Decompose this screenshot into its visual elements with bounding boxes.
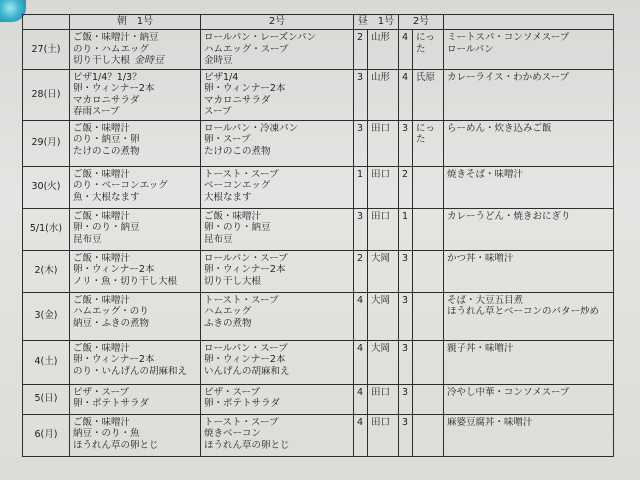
lunch-1-place: 大岡	[368, 340, 399, 384]
table-row	[23, 414, 614, 456]
date-cell: 29(月)	[23, 120, 70, 166]
breakfast-2-cell	[201, 30, 354, 70]
menu-line: ハムエッグ	[204, 306, 252, 317]
menu-line: ベーコンエッグ	[204, 180, 271, 191]
lunch-2-place	[413, 208, 444, 250]
menu-line: ご飯・味噌汁	[73, 342, 131, 354]
breakfast-2-cell	[201, 69, 354, 120]
menu-line: 卵・ポテトサラダ	[73, 398, 149, 409]
date-cell: 28(日)	[23, 69, 70, 120]
breakfast-2-cell	[201, 340, 354, 384]
menu-line: たけのこの煮物	[73, 145, 140, 157]
header-breakfast-2: 2号	[201, 15, 354, 30]
menu-text: 切り干し大根	[73, 55, 131, 66]
date-cell: 6(月)	[23, 414, 70, 456]
date-cell: 30(火)	[23, 166, 70, 208]
menu-line: 卵・ウィンナー2本	[204, 354, 286, 365]
menu-line: 卵・ポテトサラダ	[204, 398, 280, 409]
menu-line: 魚・大根なます	[73, 191, 140, 203]
menu-line: ご飯・味噌汁	[73, 294, 131, 306]
menu-line: ご飯・味噌汁	[73, 122, 131, 134]
menu-line: ご飯・味噌汁・納豆	[73, 32, 159, 43]
menu-line: ご飯・味噌汁	[73, 168, 131, 180]
date-cell: 3(金)	[23, 292, 70, 340]
menu-line: カレーうどん・焼きおにぎり	[447, 210, 571, 222]
header-dinner	[444, 15, 614, 30]
menu-line: ノリ・魚・切り干し大根	[73, 275, 178, 287]
menu-line: たけのこの煮物	[204, 145, 271, 157]
menu-line: ピザ1/4	[204, 71, 239, 83]
header-date	[23, 15, 70, 30]
lunch-1-place: 田口	[368, 208, 399, 250]
menu-line: スープ	[204, 106, 232, 117]
table-row	[23, 250, 614, 292]
menu-line: ご飯・味噌汁	[204, 210, 262, 222]
menu-line: 卵・ウィンナー2本	[73, 354, 155, 365]
menu-line: 麻婆豆腐丼・味噌汁	[447, 416, 533, 428]
table-row	[23, 30, 614, 70]
dinner-cell	[444, 120, 614, 166]
breakfast-1-cell	[70, 340, 201, 384]
menu-line: 冷やし中華・コンソメスープ	[447, 386, 570, 398]
menu-line: 焼きそば・味噌汁	[447, 168, 524, 180]
lunch-2-number: 4	[399, 69, 413, 120]
menu-line: ほうれん草の卵とじ	[73, 439, 159, 451]
menu-line: ピザ1/4？1/3？	[73, 71, 142, 83]
lunch-2-number: 3	[399, 414, 413, 456]
breakfast-1-cell	[70, 69, 201, 120]
menu-line: ご飯・味噌汁	[73, 210, 131, 222]
dinner-cell	[444, 30, 614, 70]
menu-line: 切り干し大根	[204, 275, 262, 287]
header-lunch-1: 昼 1号	[354, 15, 399, 30]
menu-line: らーめん・炊き込みご飯	[447, 122, 552, 134]
breakfast-2-cell	[201, 250, 354, 292]
table-row	[23, 208, 614, 250]
lunch-1-place: 山形	[368, 69, 399, 120]
lunch-2-place	[413, 384, 444, 414]
breakfast-1-cell	[70, 250, 201, 292]
dinner-cell	[444, 208, 614, 250]
menu-line: ハムエッグ・のり	[73, 306, 149, 317]
menu-line: ロールパン	[447, 43, 494, 55]
menu-line: ロールパン・冷凍パン	[204, 122, 299, 134]
menu-line: 昆布豆	[73, 233, 102, 245]
menu-line: 春雨スープ	[73, 106, 120, 117]
menu-line: いんげんの胡麻和え	[204, 365, 290, 377]
lunch-1-number: 3	[354, 69, 368, 120]
lunch-1-number: 4	[354, 292, 368, 340]
lunch-2-place	[413, 340, 444, 384]
menu-line: トースト・スープ	[204, 294, 279, 306]
menu-line: ふきの煮物	[204, 317, 252, 329]
breakfast-1-cell	[70, 292, 201, 340]
menu-line: ロールパン・スープ	[204, 342, 288, 354]
header-breakfast-1: 朝 1号	[70, 15, 201, 30]
menu-line: ロールパン・レーズンパン	[204, 32, 317, 43]
menu-line: 親子丼・味噌汁	[447, 342, 514, 354]
dinner-cell	[444, 166, 614, 208]
menu-line: ピザ・スープ	[204, 386, 261, 398]
breakfast-1-cell	[70, 30, 201, 70]
lunch-2-place	[413, 292, 444, 340]
menu-line: 卵・スープ	[204, 134, 251, 145]
lunch-2-number: 1	[399, 208, 413, 250]
menu-line: のり・いんげんの胡麻和え	[73, 365, 188, 377]
dinner-cell	[444, 292, 614, 340]
breakfast-2-cell	[201, 166, 354, 208]
meal-schedule-table	[22, 14, 614, 457]
lunch-1-place: 田口	[368, 120, 399, 166]
table-row	[23, 166, 614, 208]
date-cell: 4(土)	[23, 340, 70, 384]
lunch-2-number: 3	[399, 292, 413, 340]
lunch-1-place: 田口	[368, 414, 399, 456]
breakfast-2-cell	[201, 120, 354, 166]
menu-line: ハムエッグ・スープ	[204, 43, 289, 55]
lunch-2-place: にった	[413, 120, 444, 166]
menu-line: 昆布豆	[204, 233, 233, 245]
menu-line: マカロニサラダ	[204, 94, 271, 106]
menu-line: マカロニサラダ	[73, 94, 140, 106]
breakfast-2-cell	[201, 384, 354, 414]
lunch-1-number: 1	[354, 166, 368, 208]
breakfast-1-cell	[70, 120, 201, 166]
menu-line: 卵・ウィンナー2本	[73, 264, 155, 275]
date-cell: 5(日)	[23, 384, 70, 414]
table-row	[23, 69, 614, 120]
menu-line: 納豆・のり・魚	[73, 428, 140, 439]
handwritten-note: 金時豆	[134, 55, 165, 66]
lunch-2-place: 氏原	[413, 69, 444, 120]
lunch-1-number: 4	[354, 340, 368, 384]
lunch-2-number: 3	[399, 340, 413, 384]
menu-line: のり・ベーコンエッグ	[73, 180, 168, 191]
lunch-2-place	[413, 250, 444, 292]
table-row	[23, 340, 614, 384]
lunch-2-place	[413, 414, 444, 456]
menu-line: ほうれん草の卵とじ	[204, 439, 290, 451]
lunch-1-number: 4	[354, 414, 368, 456]
dinner-cell	[444, 384, 614, 414]
breakfast-1-cell	[70, 384, 201, 414]
menu-line: 納豆・ふきの煮物	[73, 317, 150, 329]
breakfast-1-cell	[70, 208, 201, 250]
lunch-1-place: 山形	[368, 30, 399, 70]
lunch-1-place: 大岡	[368, 292, 399, 340]
menu-line: 卵・ウィンナー2本	[204, 264, 286, 275]
lunch-2-place: にった	[413, 30, 444, 70]
lunch-2-number: 3	[399, 120, 413, 166]
breakfast-2-cell	[201, 208, 354, 250]
lunch-2-place	[413, 166, 444, 208]
menu-line: ミートスパ・コンソメスープ	[447, 32, 570, 43]
table-row	[23, 384, 614, 414]
lunch-1-place: 大岡	[368, 250, 399, 292]
menu-line: 卵・ウィンナー2本	[73, 83, 155, 94]
menu-line: トースト・スープ	[204, 168, 279, 180]
lunch-1-number: 4	[354, 384, 368, 414]
dinner-cell	[444, 250, 614, 292]
lunch-1-number: 2	[354, 30, 368, 70]
lunch-2-number: 2	[399, 166, 413, 208]
menu-line: ロールパン・スープ	[204, 252, 288, 264]
menu-line: 焼きベーコン	[204, 428, 262, 439]
lunch-1-place: 田口	[368, 166, 399, 208]
lunch-2-number: 4	[399, 30, 413, 70]
menu-line: かつ丼・味噌汁	[447, 252, 514, 264]
menu-line: 卵・のり・納豆	[204, 222, 271, 233]
date-cell: 27(土)	[23, 30, 70, 70]
menu-line: トースト・スープ	[204, 416, 279, 428]
table-row	[23, 292, 614, 340]
menu-line: のり・納豆・卵	[73, 134, 140, 145]
lunch-1-place: 田口	[368, 384, 399, 414]
breakfast-2-cell	[201, 414, 354, 456]
header-row	[23, 15, 614, 30]
date-cell: 5/1(水)	[23, 208, 70, 250]
menu-line: 卵・のり・納豆	[73, 222, 140, 233]
breakfast-2-cell	[201, 292, 354, 340]
menu-line: 卵・ウィンナー2本	[204, 83, 286, 94]
menu-line	[73, 55, 197, 67]
lunch-1-number: 2	[354, 250, 368, 292]
menu-line: のり・ハムエッグ	[73, 43, 149, 55]
dinner-cell	[444, 340, 614, 384]
breakfast-1-cell	[70, 166, 201, 208]
lunch-2-number: 3	[399, 250, 413, 292]
menu-line: ほうれん草とベーコンのバター炒め	[447, 306, 600, 317]
breakfast-1-cell	[70, 414, 201, 456]
lunch-1-number: 3	[354, 208, 368, 250]
menu-line: カレーライス・わかめスープ	[447, 71, 570, 83]
table-row	[23, 120, 614, 166]
lunch-2-number: 3	[399, 384, 413, 414]
menu-line: 大根なます	[204, 191, 252, 203]
menu-line: 金時豆	[204, 55, 233, 66]
header-lunch-2: 2号	[399, 15, 444, 30]
dinner-cell	[444, 414, 614, 456]
menu-line: ご飯・味噌汁	[73, 416, 131, 428]
lunch-1-number: 3	[354, 120, 368, 166]
menu-line: ご飯・味噌汁	[73, 252, 131, 264]
dinner-cell	[444, 69, 614, 120]
date-cell: 2(木)	[23, 250, 70, 292]
menu-line: そば・大豆五目煮	[447, 294, 524, 306]
menu-line: ピザ・スープ	[73, 386, 130, 398]
